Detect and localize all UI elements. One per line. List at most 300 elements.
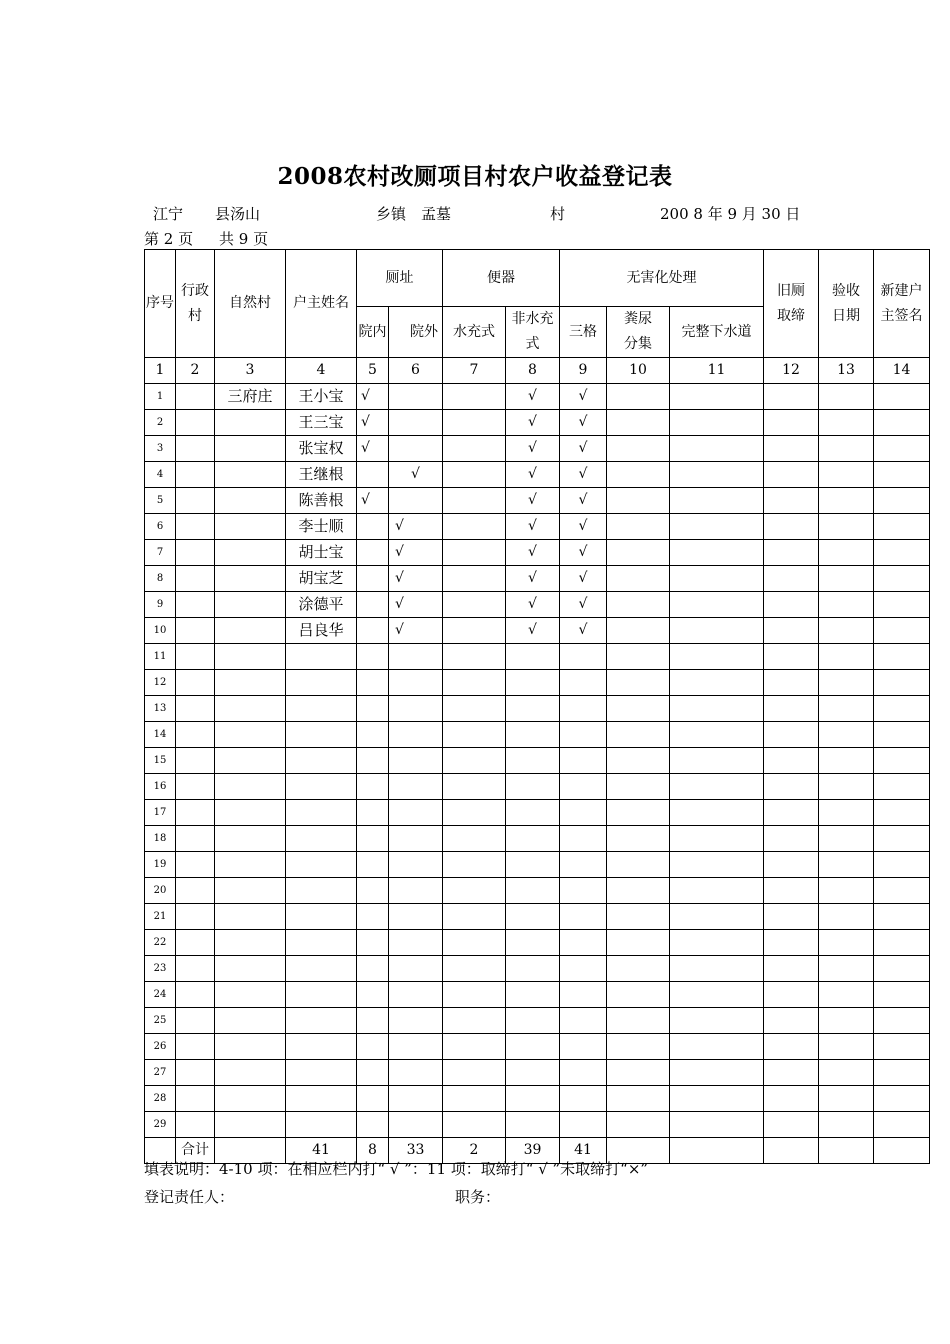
cell-c6[interactable] bbox=[389, 904, 443, 930]
cell-c8[interactable]: √ bbox=[506, 514, 560, 540]
cell-natural[interactable] bbox=[215, 436, 286, 462]
cell-admin[interactable] bbox=[176, 774, 215, 800]
cell-c13[interactable] bbox=[819, 1112, 874, 1138]
cell-name[interactable] bbox=[286, 696, 357, 722]
cell-c11[interactable] bbox=[670, 800, 764, 826]
cell-c5[interactable] bbox=[357, 1112, 389, 1138]
cell-c7[interactable] bbox=[443, 930, 506, 956]
cell-c7[interactable] bbox=[443, 1086, 506, 1112]
cell-c13[interactable] bbox=[819, 670, 874, 696]
cell-c13[interactable] bbox=[819, 514, 874, 540]
cell-c7[interactable] bbox=[443, 1008, 506, 1034]
cell-admin[interactable] bbox=[176, 852, 215, 878]
cell-natural[interactable] bbox=[215, 774, 286, 800]
cell-name[interactable]: 张宝权 bbox=[286, 436, 357, 462]
cell-c6[interactable]: √ bbox=[389, 514, 443, 540]
cell-c10[interactable] bbox=[607, 1008, 670, 1034]
cell-c11[interactable] bbox=[670, 488, 764, 514]
cell-c14[interactable] bbox=[874, 904, 930, 930]
cell-c9[interactable]: √ bbox=[560, 436, 607, 462]
cell-c9[interactable] bbox=[560, 904, 607, 930]
cell-c6[interactable] bbox=[389, 722, 443, 748]
cell-c8[interactable] bbox=[506, 748, 560, 774]
cell-c6[interactable]: √ bbox=[389, 462, 443, 488]
cell-c10[interactable] bbox=[607, 462, 670, 488]
cell-c5[interactable] bbox=[357, 930, 389, 956]
cell-c5[interactable] bbox=[357, 644, 389, 670]
cell-c14[interactable] bbox=[874, 800, 930, 826]
cell-c10[interactable] bbox=[607, 566, 670, 592]
cell-c6[interactable] bbox=[389, 436, 443, 462]
cell-c9[interactable]: √ bbox=[560, 410, 607, 436]
cell-c9[interactable]: √ bbox=[560, 540, 607, 566]
cell-c7[interactable] bbox=[443, 1060, 506, 1086]
cell-c7[interactable] bbox=[443, 540, 506, 566]
cell-natural[interactable] bbox=[215, 878, 286, 904]
cell-c10[interactable] bbox=[607, 748, 670, 774]
cell-c8[interactable] bbox=[506, 722, 560, 748]
cell-natural[interactable] bbox=[215, 540, 286, 566]
cell-c12[interactable] bbox=[764, 670, 819, 696]
cell-admin[interactable] bbox=[176, 1008, 215, 1034]
cell-c5[interactable] bbox=[357, 1086, 389, 1112]
cell-c6[interactable] bbox=[389, 1086, 443, 1112]
cell-admin[interactable] bbox=[176, 696, 215, 722]
cell-c12[interactable] bbox=[764, 1034, 819, 1060]
cell-c14[interactable] bbox=[874, 748, 930, 774]
cell-c5[interactable] bbox=[357, 852, 389, 878]
cell-c9[interactable]: √ bbox=[560, 566, 607, 592]
cell-admin[interactable] bbox=[176, 956, 215, 982]
cell-natural[interactable] bbox=[215, 618, 286, 644]
cell-c8[interactable] bbox=[506, 956, 560, 982]
cell-c10[interactable] bbox=[607, 540, 670, 566]
cell-c7[interactable] bbox=[443, 566, 506, 592]
cell-c9[interactable] bbox=[560, 748, 607, 774]
cell-c12[interactable] bbox=[764, 566, 819, 592]
cell-c9[interactable] bbox=[560, 1086, 607, 1112]
cell-c9[interactable]: √ bbox=[560, 514, 607, 540]
cell-natural[interactable] bbox=[215, 930, 286, 956]
cell-c14[interactable] bbox=[874, 384, 930, 410]
cell-c6[interactable] bbox=[389, 670, 443, 696]
cell-c9[interactable] bbox=[560, 696, 607, 722]
cell-c9[interactable]: √ bbox=[560, 462, 607, 488]
cell-c7[interactable] bbox=[443, 488, 506, 514]
cell-name[interactable] bbox=[286, 904, 357, 930]
cell-c8[interactable] bbox=[506, 1086, 560, 1112]
cell-c8[interactable] bbox=[506, 1034, 560, 1060]
cell-c7[interactable] bbox=[443, 826, 506, 852]
cell-c13[interactable] bbox=[819, 982, 874, 1008]
cell-natural[interactable] bbox=[215, 592, 286, 618]
cell-c6[interactable] bbox=[389, 930, 443, 956]
cell-natural[interactable] bbox=[215, 800, 286, 826]
cell-c10[interactable] bbox=[607, 904, 670, 930]
cell-c8[interactable] bbox=[506, 774, 560, 800]
cell-c6[interactable] bbox=[389, 410, 443, 436]
cell-admin[interactable] bbox=[176, 644, 215, 670]
cell-name[interactable] bbox=[286, 774, 357, 800]
cell-c6[interactable]: √ bbox=[389, 618, 443, 644]
cell-c7[interactable] bbox=[443, 1034, 506, 1060]
cell-c9[interactable] bbox=[560, 1060, 607, 1086]
cell-c12[interactable] bbox=[764, 618, 819, 644]
cell-admin[interactable] bbox=[176, 566, 215, 592]
cell-c11[interactable] bbox=[670, 982, 764, 1008]
cell-c6[interactable] bbox=[389, 696, 443, 722]
cell-c14[interactable] bbox=[874, 878, 930, 904]
cell-c10[interactable] bbox=[607, 514, 670, 540]
cell-c14[interactable] bbox=[874, 1112, 930, 1138]
cell-c12[interactable] bbox=[764, 644, 819, 670]
cell-c13[interactable] bbox=[819, 566, 874, 592]
cell-c9[interactable]: √ bbox=[560, 618, 607, 644]
cell-c7[interactable] bbox=[443, 1112, 506, 1138]
cell-c11[interactable] bbox=[670, 618, 764, 644]
cell-admin[interactable] bbox=[176, 436, 215, 462]
cell-c11[interactable] bbox=[670, 1034, 764, 1060]
cell-c6[interactable] bbox=[389, 488, 443, 514]
cell-c14[interactable] bbox=[874, 644, 930, 670]
cell-c13[interactable] bbox=[819, 384, 874, 410]
cell-c14[interactable] bbox=[874, 670, 930, 696]
cell-c10[interactable] bbox=[607, 982, 670, 1008]
cell-c11[interactable] bbox=[670, 826, 764, 852]
cell-c7[interactable] bbox=[443, 436, 506, 462]
cell-c12[interactable] bbox=[764, 488, 819, 514]
cell-c10[interactable] bbox=[607, 930, 670, 956]
cell-c5[interactable] bbox=[357, 592, 389, 618]
cell-c8[interactable] bbox=[506, 1112, 560, 1138]
cell-admin[interactable] bbox=[176, 670, 215, 696]
cell-c5[interactable] bbox=[357, 1060, 389, 1086]
cell-natural[interactable] bbox=[215, 1086, 286, 1112]
cell-c5[interactable] bbox=[357, 878, 389, 904]
cell-natural[interactable]: 三府庄 bbox=[215, 384, 286, 410]
cell-c9[interactable] bbox=[560, 930, 607, 956]
cell-c14[interactable] bbox=[874, 410, 930, 436]
cell-c10[interactable] bbox=[607, 1086, 670, 1112]
cell-c6[interactable] bbox=[389, 748, 443, 774]
cell-natural[interactable] bbox=[215, 670, 286, 696]
cell-c11[interactable] bbox=[670, 748, 764, 774]
cell-name[interactable] bbox=[286, 1112, 357, 1138]
cell-c12[interactable] bbox=[764, 514, 819, 540]
cell-natural[interactable] bbox=[215, 1034, 286, 1060]
cell-c8[interactable]: √ bbox=[506, 410, 560, 436]
cell-c10[interactable] bbox=[607, 826, 670, 852]
cell-c11[interactable] bbox=[670, 774, 764, 800]
cell-c9[interactable] bbox=[560, 644, 607, 670]
cell-name[interactable]: 陈善根 bbox=[286, 488, 357, 514]
cell-name[interactable]: 李士顺 bbox=[286, 514, 357, 540]
cell-c14[interactable] bbox=[874, 696, 930, 722]
cell-c9[interactable] bbox=[560, 878, 607, 904]
cell-c8[interactable] bbox=[506, 826, 560, 852]
cell-name[interactable]: 王继根 bbox=[286, 462, 357, 488]
cell-c6[interactable] bbox=[389, 384, 443, 410]
cell-c11[interactable] bbox=[670, 384, 764, 410]
cell-c10[interactable] bbox=[607, 1060, 670, 1086]
cell-c12[interactable] bbox=[764, 774, 819, 800]
cell-c5[interactable]: √ bbox=[357, 488, 389, 514]
cell-c11[interactable] bbox=[670, 1060, 764, 1086]
cell-c13[interactable] bbox=[819, 540, 874, 566]
cell-c14[interactable] bbox=[874, 592, 930, 618]
cell-c8[interactable] bbox=[506, 696, 560, 722]
cell-c13[interactable] bbox=[819, 878, 874, 904]
cell-name[interactable] bbox=[286, 956, 357, 982]
cell-c8[interactable]: √ bbox=[506, 592, 560, 618]
cell-c13[interactable] bbox=[819, 774, 874, 800]
cell-c14[interactable] bbox=[874, 982, 930, 1008]
cell-c9[interactable] bbox=[560, 722, 607, 748]
cell-c11[interactable] bbox=[670, 644, 764, 670]
cell-name[interactable] bbox=[286, 670, 357, 696]
cell-c7[interactable] bbox=[443, 592, 506, 618]
cell-name[interactable]: 王三宝 bbox=[286, 410, 357, 436]
cell-c5[interactable] bbox=[357, 800, 389, 826]
cell-natural[interactable] bbox=[215, 722, 286, 748]
cell-c5[interactable] bbox=[357, 462, 389, 488]
cell-c12[interactable] bbox=[764, 904, 819, 930]
cell-name[interactable] bbox=[286, 800, 357, 826]
cell-c7[interactable] bbox=[443, 774, 506, 800]
cell-admin[interactable] bbox=[176, 1060, 215, 1086]
cell-c7[interactable] bbox=[443, 982, 506, 1008]
cell-c12[interactable] bbox=[764, 982, 819, 1008]
cell-name[interactable]: 王小宝 bbox=[286, 384, 357, 410]
cell-c14[interactable] bbox=[874, 566, 930, 592]
cell-admin[interactable] bbox=[176, 1112, 215, 1138]
cell-admin[interactable] bbox=[176, 410, 215, 436]
cell-c5[interactable] bbox=[357, 696, 389, 722]
cell-c7[interactable] bbox=[443, 514, 506, 540]
cell-c5[interactable] bbox=[357, 956, 389, 982]
cell-c10[interactable] bbox=[607, 488, 670, 514]
cell-natural[interactable] bbox=[215, 644, 286, 670]
cell-c14[interactable] bbox=[874, 774, 930, 800]
cell-c5[interactable]: √ bbox=[357, 410, 389, 436]
cell-c10[interactable] bbox=[607, 696, 670, 722]
cell-c5[interactable] bbox=[357, 826, 389, 852]
cell-admin[interactable] bbox=[176, 748, 215, 774]
cell-c6[interactable] bbox=[389, 1112, 443, 1138]
cell-c7[interactable] bbox=[443, 852, 506, 878]
cell-c14[interactable] bbox=[874, 462, 930, 488]
cell-c13[interactable] bbox=[819, 592, 874, 618]
cell-c13[interactable] bbox=[819, 1060, 874, 1086]
cell-c7[interactable] bbox=[443, 904, 506, 930]
cell-name[interactable] bbox=[286, 852, 357, 878]
cell-c11[interactable] bbox=[670, 592, 764, 618]
cell-c11[interactable] bbox=[670, 696, 764, 722]
cell-c5[interactable] bbox=[357, 540, 389, 566]
cell-c8[interactable]: √ bbox=[506, 566, 560, 592]
cell-c14[interactable] bbox=[874, 436, 930, 462]
cell-natural[interactable] bbox=[215, 982, 286, 1008]
cell-c12[interactable] bbox=[764, 878, 819, 904]
cell-c10[interactable] bbox=[607, 618, 670, 644]
cell-c9[interactable] bbox=[560, 774, 607, 800]
cell-c5[interactable]: √ bbox=[357, 436, 389, 462]
cell-c8[interactable]: √ bbox=[506, 384, 560, 410]
cell-name[interactable] bbox=[286, 1008, 357, 1034]
cell-c13[interactable] bbox=[819, 696, 874, 722]
cell-c11[interactable] bbox=[670, 514, 764, 540]
cell-c7[interactable] bbox=[443, 878, 506, 904]
cell-c7[interactable] bbox=[443, 644, 506, 670]
cell-c6[interactable] bbox=[389, 826, 443, 852]
cell-c8[interactable] bbox=[506, 1060, 560, 1086]
cell-admin[interactable] bbox=[176, 1034, 215, 1060]
cell-c14[interactable] bbox=[874, 1008, 930, 1034]
cell-c9[interactable] bbox=[560, 800, 607, 826]
cell-c8[interactable] bbox=[506, 1008, 560, 1034]
cell-admin[interactable] bbox=[176, 488, 215, 514]
cell-c13[interactable] bbox=[819, 618, 874, 644]
cell-name[interactable]: 涂德平 bbox=[286, 592, 357, 618]
cell-c7[interactable] bbox=[443, 670, 506, 696]
cell-c5[interactable]: √ bbox=[357, 384, 389, 410]
cell-natural[interactable] bbox=[215, 410, 286, 436]
cell-admin[interactable] bbox=[176, 462, 215, 488]
cell-name[interactable] bbox=[286, 722, 357, 748]
cell-c12[interactable] bbox=[764, 722, 819, 748]
cell-c13[interactable] bbox=[819, 1034, 874, 1060]
cell-c5[interactable] bbox=[357, 618, 389, 644]
cell-name[interactable] bbox=[286, 1060, 357, 1086]
cell-c12[interactable] bbox=[764, 696, 819, 722]
cell-natural[interactable] bbox=[215, 904, 286, 930]
cell-c11[interactable] bbox=[670, 904, 764, 930]
cell-natural[interactable] bbox=[215, 696, 286, 722]
cell-natural[interactable] bbox=[215, 826, 286, 852]
cell-c8[interactable]: √ bbox=[506, 488, 560, 514]
cell-c8[interactable]: √ bbox=[506, 436, 560, 462]
cell-c8[interactable] bbox=[506, 982, 560, 1008]
cell-c14[interactable] bbox=[874, 488, 930, 514]
cell-admin[interactable] bbox=[176, 982, 215, 1008]
cell-natural[interactable] bbox=[215, 1060, 286, 1086]
cell-c10[interactable] bbox=[607, 800, 670, 826]
cell-c13[interactable] bbox=[819, 930, 874, 956]
cell-admin[interactable] bbox=[176, 618, 215, 644]
cell-c11[interactable] bbox=[670, 878, 764, 904]
cell-c11[interactable] bbox=[670, 852, 764, 878]
cell-c14[interactable] bbox=[874, 956, 930, 982]
cell-c9[interactable] bbox=[560, 826, 607, 852]
cell-natural[interactable] bbox=[215, 1112, 286, 1138]
cell-c14[interactable] bbox=[874, 1034, 930, 1060]
cell-c8[interactable]: √ bbox=[506, 462, 560, 488]
cell-c14[interactable] bbox=[874, 540, 930, 566]
cell-c11[interactable] bbox=[670, 670, 764, 696]
cell-name[interactable] bbox=[286, 1034, 357, 1060]
cell-c7[interactable] bbox=[443, 696, 506, 722]
cell-c6[interactable]: √ bbox=[389, 592, 443, 618]
cell-c11[interactable] bbox=[670, 1086, 764, 1112]
cell-c12[interactable] bbox=[764, 1086, 819, 1112]
cell-c13[interactable] bbox=[819, 488, 874, 514]
cell-c13[interactable] bbox=[819, 436, 874, 462]
cell-natural[interactable] bbox=[215, 566, 286, 592]
cell-c7[interactable] bbox=[443, 384, 506, 410]
cell-c5[interactable] bbox=[357, 774, 389, 800]
cell-c7[interactable] bbox=[443, 462, 506, 488]
cell-c11[interactable] bbox=[670, 436, 764, 462]
cell-name[interactable] bbox=[286, 826, 357, 852]
cell-c5[interactable] bbox=[357, 1034, 389, 1060]
cell-c5[interactable] bbox=[357, 670, 389, 696]
cell-c10[interactable] bbox=[607, 436, 670, 462]
cell-name[interactable] bbox=[286, 878, 357, 904]
cell-c9[interactable] bbox=[560, 1034, 607, 1060]
cell-c5[interactable] bbox=[357, 566, 389, 592]
cell-c12[interactable] bbox=[764, 462, 819, 488]
cell-c13[interactable] bbox=[819, 852, 874, 878]
cell-c10[interactable] bbox=[607, 644, 670, 670]
cell-c5[interactable] bbox=[357, 748, 389, 774]
cell-c6[interactable]: √ bbox=[389, 540, 443, 566]
cell-name[interactable] bbox=[286, 644, 357, 670]
cell-c14[interactable] bbox=[874, 1086, 930, 1112]
cell-natural[interactable] bbox=[215, 956, 286, 982]
cell-c8[interactable]: √ bbox=[506, 618, 560, 644]
cell-c14[interactable] bbox=[874, 514, 930, 540]
cell-c11[interactable] bbox=[670, 566, 764, 592]
cell-c13[interactable] bbox=[819, 722, 874, 748]
cell-c7[interactable] bbox=[443, 956, 506, 982]
cell-c5[interactable] bbox=[357, 904, 389, 930]
cell-c10[interactable] bbox=[607, 956, 670, 982]
cell-c12[interactable] bbox=[764, 852, 819, 878]
cell-c10[interactable] bbox=[607, 1034, 670, 1060]
cell-c12[interactable] bbox=[764, 748, 819, 774]
cell-name[interactable]: 胡士宝 bbox=[286, 540, 357, 566]
cell-c11[interactable] bbox=[670, 1112, 764, 1138]
cell-c12[interactable] bbox=[764, 410, 819, 436]
cell-c10[interactable] bbox=[607, 774, 670, 800]
cell-c8[interactable] bbox=[506, 930, 560, 956]
cell-c13[interactable] bbox=[819, 1008, 874, 1034]
cell-c8[interactable] bbox=[506, 878, 560, 904]
cell-c6[interactable] bbox=[389, 956, 443, 982]
cell-c11[interactable] bbox=[670, 540, 764, 566]
cell-name[interactable] bbox=[286, 982, 357, 1008]
cell-c10[interactable] bbox=[607, 878, 670, 904]
cell-c8[interactable] bbox=[506, 852, 560, 878]
cell-name[interactable] bbox=[286, 748, 357, 774]
cell-c7[interactable] bbox=[443, 800, 506, 826]
cell-name[interactable] bbox=[286, 1086, 357, 1112]
cell-c12[interactable] bbox=[764, 540, 819, 566]
cell-c10[interactable] bbox=[607, 670, 670, 696]
cell-c7[interactable] bbox=[443, 748, 506, 774]
cell-c14[interactable] bbox=[874, 930, 930, 956]
cell-c12[interactable] bbox=[764, 800, 819, 826]
cell-admin[interactable] bbox=[176, 592, 215, 618]
cell-c9[interactable] bbox=[560, 852, 607, 878]
cell-c12[interactable] bbox=[764, 1060, 819, 1086]
cell-natural[interactable] bbox=[215, 462, 286, 488]
cell-admin[interactable] bbox=[176, 878, 215, 904]
cell-c11[interactable] bbox=[670, 1008, 764, 1034]
cell-c9[interactable] bbox=[560, 1112, 607, 1138]
cell-name[interactable]: 吕良华 bbox=[286, 618, 357, 644]
cell-c14[interactable] bbox=[874, 722, 930, 748]
